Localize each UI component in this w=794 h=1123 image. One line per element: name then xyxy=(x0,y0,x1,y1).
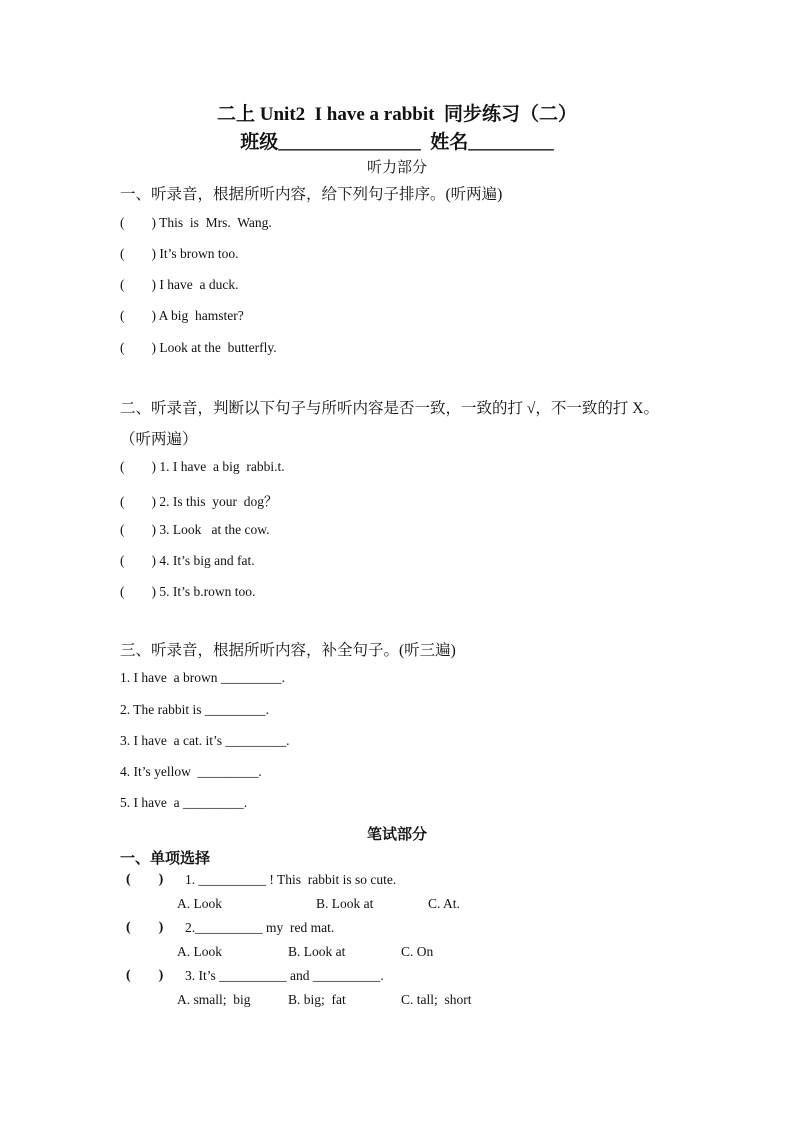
section2-heading: 二、听录音，判断以下句子与所听内容是否一致，一致的打 √，不一致的打 X。 xyxy=(120,400,659,417)
option-c: C. tall; short xyxy=(401,992,472,1007)
option-c: C. At. xyxy=(428,896,460,911)
option-a: A. small; big xyxy=(177,992,251,1007)
page-title: 二上 Unit2 I have a rabbit 同步练习（二） xyxy=(217,104,577,125)
section1-item: ( ) A big hamster? xyxy=(120,308,244,323)
section2-item: ( ) 5. It’s b.rown too. xyxy=(120,584,256,599)
answer-paren: ( ) xyxy=(126,920,164,935)
section2-item: ( ) 2. Is this your dog？ xyxy=(120,494,278,509)
answer-paren: ( ) xyxy=(126,872,164,887)
section3-item: 1. I have a brown _________. xyxy=(120,670,285,685)
question-stem: 1. __________ ! This rabbit is so cute. xyxy=(185,872,397,887)
section1-item: ( ) Look at the butterfly. xyxy=(120,340,277,355)
section1-item: ( ) I have a duck. xyxy=(120,277,239,292)
section3-heading: 三、听录音，根据所听内容，补全句子。(听三遍) xyxy=(120,642,456,659)
option-b: B. Look at xyxy=(288,944,346,959)
option-c: C. On xyxy=(401,944,434,959)
option-a: A. Look xyxy=(177,896,222,911)
answer-paren: ( ) xyxy=(126,968,164,983)
written-part-title: 笔试部分 xyxy=(366,827,427,843)
section3-item: 3. I have a cat. it’s _________. xyxy=(120,733,290,748)
class-name-line: 班级_______________ 姓名_________ xyxy=(240,132,554,153)
section3-item: 4. It’s yellow _________. xyxy=(120,764,262,779)
section1-item: ( ) This is Mrs. Wang. xyxy=(120,215,272,230)
option-a: A. Look xyxy=(177,944,222,959)
section1-item: ( ) It’s brown too. xyxy=(120,246,239,261)
section3-item: 2. The rabbit is _________. xyxy=(120,702,269,717)
question-stem: 3. It’s __________ and __________. xyxy=(185,968,384,983)
question-stem: 2.__________ my red mat. xyxy=(185,920,335,935)
section1-heading: 一、听录音，根据所听内容，给下列句子排序。(听两遍) xyxy=(120,186,503,203)
section3-item: 5. I have a _________. xyxy=(120,795,248,810)
option-b: B. Look at xyxy=(316,896,374,911)
section2-heading-cont: （听两遍） xyxy=(120,431,198,448)
section2-item: ( ) 3. Look at the cow. xyxy=(120,522,270,537)
listening-part-label: 听力部分 xyxy=(366,160,427,176)
section2-item: ( ) 1. I have a big rabbi.t. xyxy=(120,459,285,474)
written-heading: 一、单项选择 xyxy=(120,851,211,867)
section2-item: ( ) 4. It’s big and fat. xyxy=(120,553,255,568)
option-b: B. big; fat xyxy=(288,992,346,1007)
